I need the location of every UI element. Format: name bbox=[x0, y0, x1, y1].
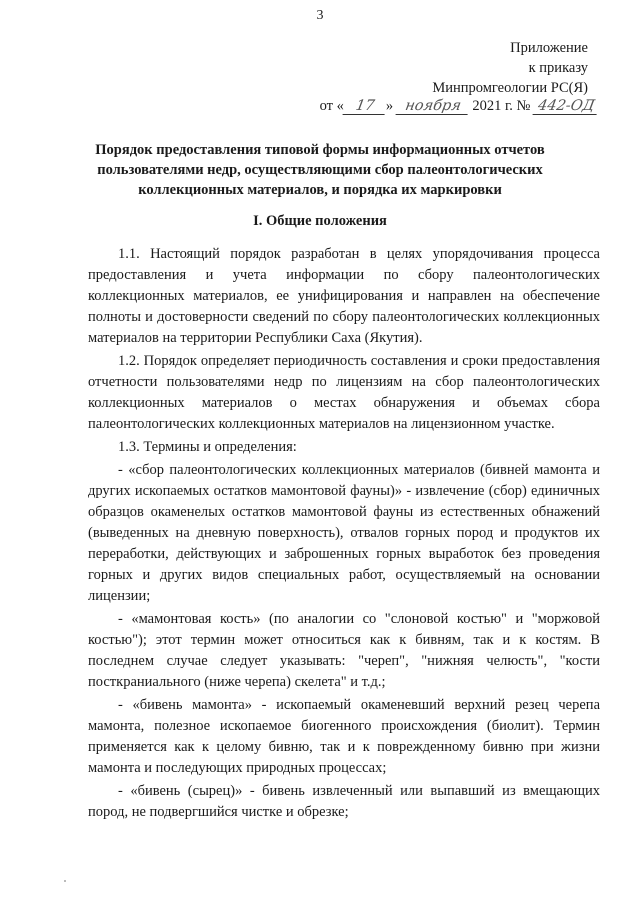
paragraph: 1.3. Термины и определения: bbox=[118, 439, 297, 455]
order-date-line bbox=[320, 98, 598, 115]
handwritten-day: 17 bbox=[342, 98, 387, 115]
page-number: 3 bbox=[316, 8, 324, 23]
year-text: 2021 г. № bbox=[472, 98, 531, 114]
date-prefix: от « bbox=[319, 98, 344, 114]
paragraph: 1.1. Настоящий порядок разработан в целях упорядочивания процесса предоставления и учета информации по сбору палеонтологических коллекционных материалов, ее унифицирования и направлен на обеспечение полноты и достоверности сведений по сбору палеонтологических коллекционных материалов на территории Республики Саха (Якутия). bbox=[88, 246, 600, 346]
section-heading: I. Общие положения bbox=[253, 213, 387, 229]
appendix-ministry: Минпромгеологии РС(Я) bbox=[432, 80, 588, 96]
paragraph: 1.2. Порядок определяет периодичность составления и сроки предоставления отчетности пользователями недр по лицензиям на сбор палеонтологических коллекционных материалов о местах обнаружения и объемах сбора палеонтологических коллекционных материалов на лицензионном участке. bbox=[88, 353, 600, 432]
appendix-label: Приложение bbox=[510, 40, 588, 56]
handwritten-month: ноября bbox=[395, 98, 470, 115]
handwritten-order-number: 442-ОД bbox=[533, 98, 600, 115]
document-title: Порядок предоставления типовой формы информационных отчетов пользователями недр, осуществляющими сбор палеонтологических коллекционных материалов, и порядка их маркировки bbox=[95, 142, 545, 198]
body-text bbox=[88, 244, 600, 823]
date-mid: » bbox=[385, 98, 394, 114]
paragraph: - «сбор палеонтологических коллекционных материалов (бивней мамонта и других ископаемых остатков мамонтовой фауны)» - извлечение (сбор) единичных образцов окаменелых остатков мамонтовой фауны из естественных обнажений (выведенных на дневную поверхность), отвалов горных пород и продуктов их переработки, действующих и заброшенных горных выработок без проведения горных и других видов специальных работ, осуществляемый на основании лицензии; bbox=[88, 462, 600, 604]
paragraph: - «мамонтовая кость» (по аналогии со "слоновой костью" и "моржовой костью"); этот термин может относиться как к бивням, так и к костям. В последнем случае следует указывать: "череп", "нижняя челюсть", "кости посткраниального (ниже черепа) скелета" и т.д.; bbox=[88, 611, 600, 690]
paragraph: - «бивень мамонта» - ископаемый окаменевший верхний резец черепа мамонта, полезное ископаемое биогенного происхождения (биолит). Термин применяется как к целому бивню, так и к поврежденному бивню при жизни мамонта и последующих природных процессах; bbox=[88, 697, 600, 776]
appendix-block bbox=[432, 38, 588, 98]
scan-speck bbox=[64, 880, 66, 882]
appendix-order-label: к приказу bbox=[528, 60, 588, 76]
paragraph: - «бивень (сырец)» - бивень извлеченный или выпавший из вмещающих пород, не подвергшийся чистке и обрезке; bbox=[88, 783, 600, 820]
